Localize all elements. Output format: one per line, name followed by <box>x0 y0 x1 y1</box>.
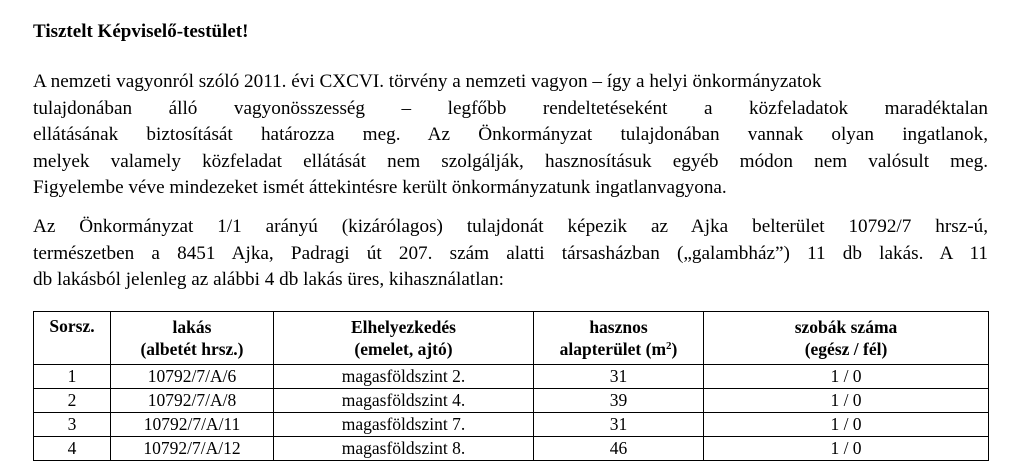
cell-serial: 1 <box>34 365 111 389</box>
cell-area: 31 <box>534 365 704 389</box>
cell-serial: 3 <box>34 413 111 437</box>
table-row <box>34 389 989 413</box>
cell-rooms: 1 / 0 <box>704 365 989 389</box>
cell-area: 46 <box>534 437 704 461</box>
cell-location: magasföldszint 8. <box>274 437 534 461</box>
cell-area: 31 <box>534 413 704 437</box>
cell-location: magasföldszint 7. <box>274 413 534 437</box>
cell-rooms: 1 / 0 <box>704 437 989 461</box>
cell-rooms: 1 / 0 <box>704 413 989 437</box>
paragraph-line: A nemzeti vagyonról szóló 2011. évi CXCVI. törvény a nemzeti vagyon – így a helyi önkormányzatok <box>33 71 822 92</box>
column-header-unit: lakás (albetét hrsz.) <box>111 312 274 365</box>
table-row <box>34 437 989 461</box>
vacant-flats-table <box>33 311 989 461</box>
paragraph-line: Figyelembe véve mindezeket ismét áttekintésre került önkormányzatunk ingatlanvagyona. <box>33 177 727 199</box>
paragraph-line: melyek valamely közfeladat ellátását nem szolgálják, hasznosításuk egyéb módon nem valósult meg. <box>33 150 988 172</box>
column-header-rooms: szobák száma (egész / fél) <box>704 312 989 365</box>
column-header-area: hasznos alapterület $(m^2)$ <box>534 312 704 365</box>
paragraph-line: ellátásának biztosítását határozza meg. Az Önkormányzat tulajdonában vannak olyan ingatlanok, <box>33 124 988 146</box>
cell-location: magasföldszint 4. <box>274 389 534 413</box>
cell-serial: 2 <box>34 389 111 413</box>
salutation-heading: Tisztelt Képviselő-testület! <box>33 21 249 42</box>
paragraph-line: Az Önkormányzat 1/1 arányú (kizárólagos) tulajdonát képezik az Ajka belterület 10792/7 hrsz-ú, <box>33 216 988 237</box>
paragraph-line: tulajdonában álló vagyonösszesség – legfőbb rendeltetéseként a közfeladatok maradéktalan <box>33 97 988 119</box>
table-header-row <box>34 312 989 365</box>
cell-serial: 4 <box>34 437 111 461</box>
cell-rooms: 1 / 0 <box>704 389 989 413</box>
cell-unit: 10792/7/A/6 <box>111 365 274 389</box>
paragraph-line: természetben a 8451 Ajka, Padragi út 207. szám alatti társasházban („galambház”) 11 db lakás. A 11 <box>33 242 988 264</box>
cell-location: magasföldszint 2. <box>274 365 534 389</box>
cell-area: 39 <box>534 389 704 413</box>
paragraph-property-description <box>33 214 988 294</box>
paragraph-line: db lakásból jelenleg az alábbi 4 db lakás üres, kihasználatlan: <box>33 269 504 291</box>
column-header-location: Elhelyezkedés (emelet, ajtó) <box>274 312 534 365</box>
table-row <box>34 413 989 437</box>
paragraph-legal-background <box>33 69 988 202</box>
column-header-serial: Sorsz. <box>34 312 111 365</box>
table-row <box>34 365 989 389</box>
cell-unit: 10792/7/A/8 <box>111 389 274 413</box>
cell-unit: 10792/7/A/11 <box>111 413 274 437</box>
cell-unit: 10792/7/A/12 <box>111 437 274 461</box>
